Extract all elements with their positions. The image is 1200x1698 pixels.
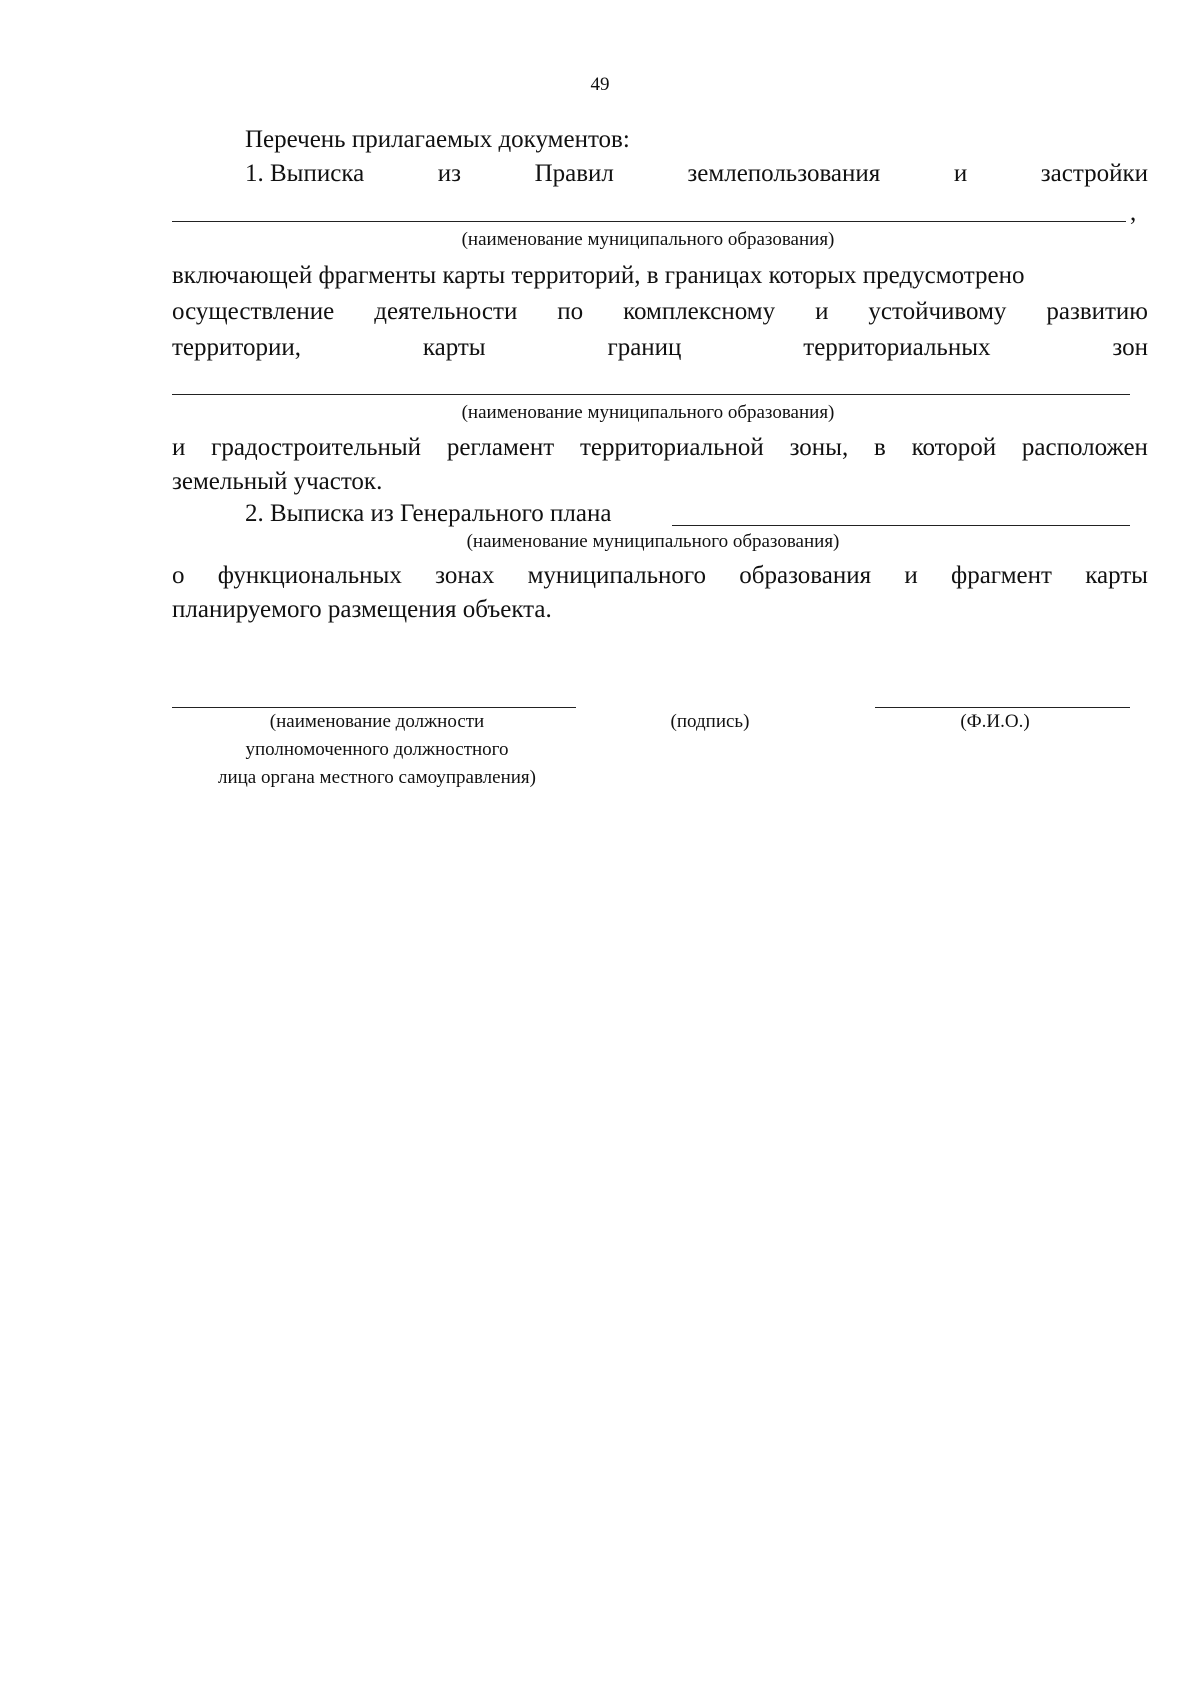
- item1-line4-word: карты: [422, 334, 486, 361]
- page-number: 49: [590, 74, 610, 95]
- item1-line1: [245, 158, 1148, 190]
- item2-line2-word: зонах: [435, 562, 495, 589]
- item1-line1-word: землепользования: [687, 160, 881, 187]
- item1-line1-word: и: [953, 160, 968, 187]
- item1-line3-word: комплексному: [623, 298, 776, 325]
- item1-line5-word: регламент: [446, 434, 555, 461]
- item1-line5-word: зоны,: [789, 434, 849, 461]
- item1-line2: [172, 260, 1148, 292]
- item1-line4: [172, 332, 1148, 364]
- blank-line-municipality-2: [172, 394, 1130, 395]
- item1-line3-word: по: [557, 298, 584, 325]
- item2-line2-word: и: [904, 562, 918, 589]
- list-heading: Перечень прилагаемых документов:: [245, 126, 630, 153]
- item1-line3-word: и: [815, 298, 829, 325]
- item1-line3-word: устойчивому: [868, 298, 1007, 325]
- item1-line5-word: расположен: [1021, 434, 1148, 461]
- item1-line5-word: которой: [911, 434, 997, 461]
- position-caption-line-2: уполномоченного должностного: [245, 739, 509, 760]
- blank-line-municipality-1: [172, 221, 1126, 222]
- name-caption: (Ф.И.О.): [960, 711, 1030, 732]
- item1-line5-word: и: [172, 434, 186, 461]
- caption-municipality-3: (наименование муниципального образования): [466, 531, 840, 552]
- item1-line4-word: границ: [607, 334, 682, 361]
- item1-line1-word: Правил: [534, 160, 614, 187]
- item1-line3-word: осуществление: [172, 298, 335, 325]
- caption-municipality-1: (наименование муниципального образования): [461, 229, 835, 250]
- position-caption: [172, 708, 582, 792]
- blank-line-municipality-3: [672, 525, 1130, 526]
- signature-caption: (подпись): [670, 711, 750, 732]
- item1-line4-word: территориальных: [803, 334, 991, 361]
- item2-line2-word: муниципального: [527, 562, 706, 589]
- item1-line5-word: в: [874, 434, 886, 461]
- trailing-comma: ,: [1130, 199, 1137, 226]
- item1-line3-word: развитию: [1046, 298, 1148, 325]
- position-caption-line-1: (наименование должности: [269, 711, 485, 732]
- item1-line3: [172, 296, 1148, 328]
- item1-line1-word: 1. Выписка: [245, 160, 365, 187]
- item2-line3: планируемого размещения объекта.: [172, 596, 552, 623]
- item1-line1-word: застройки: [1040, 160, 1148, 187]
- caption-municipality-2: (наименование муниципального образования): [461, 402, 835, 423]
- item1-line6: земельный участок.: [172, 468, 383, 495]
- item2-line1: 2. Выписка из Генерального плана: [245, 500, 612, 527]
- item2-line2-word: функциональных: [217, 562, 402, 589]
- item1-line5-word: градостроительный: [211, 434, 422, 461]
- item2-line2-word: карты: [1085, 562, 1148, 589]
- item1-line1-word: из: [437, 160, 462, 187]
- item1-line4-word: зон: [1112, 334, 1148, 361]
- item2-line2: [172, 560, 1148, 592]
- item2-line2-word: образования: [739, 562, 872, 589]
- position-caption-line-3: лица органа местного самоуправления): [217, 767, 537, 788]
- item1-line4-word: территории,: [172, 334, 302, 361]
- item1-line3-word: деятельности: [374, 298, 518, 325]
- item2-line2-word: о: [172, 562, 185, 589]
- item1-line2-text: включающей фрагменты карты территорий, в границах которых предусмотрено: [172, 262, 1025, 289]
- item1-line5-word: территориальной: [579, 434, 764, 461]
- item1-line5: [172, 432, 1148, 464]
- item2-line2-word: фрагмент: [951, 562, 1052, 589]
